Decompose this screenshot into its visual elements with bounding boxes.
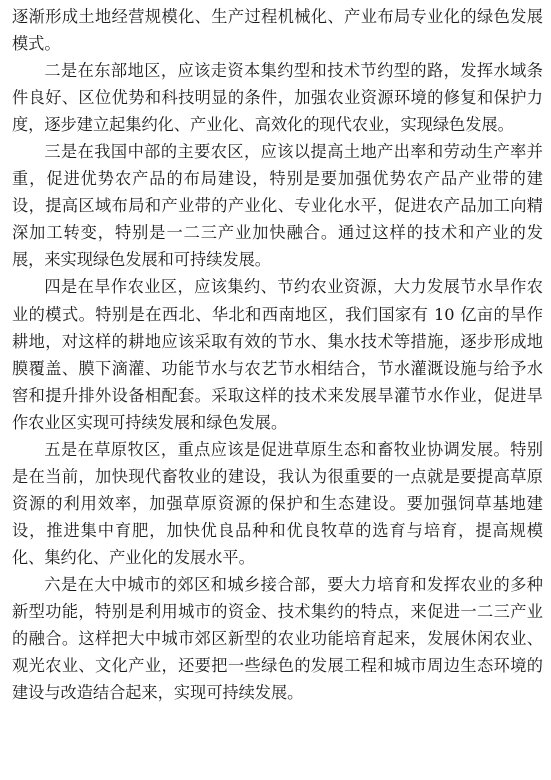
paragraph-eastern-region: 二是在东部地区，应该走资本集约型和技术节约型的路，发挥水域条件良好、区位优势和科技明显的条件，加强农业资源环境的修复和保护力度，逐步建立起集约化、产业化、高效化的现代农业，实现绿色发展。 [12,61,543,135]
paragraph-dryland-farming: 四是在旱作农业区，应该集约、节约农业资源，大力发展节水旱作农业的模式。特别是在西北、华北和西南地区，我们国家有 10 亿亩的旱作耕地，对这样的耕地应该采取有效的节水、集水技术等措施，逐步形成地膜覆盖、膜下滴灌、功能节水与农艺节水相结合，节水灌溉设施与给予水窖和提升排外设备相配套。采取这样的技术来发展旱灌节水作业，促进旱作农业区实现可持续发展和绿色发展。 [12,277,543,432]
paragraph-urban-suburbs: 六是在大中城市的郊区和城乡接合部，要大力培育和发挥农业的多种新型功能，特别是利用城市的资金、技术集约的特点，来促进一二三产业的融合。这样把大中城市郊区新型的农业功能培育起来，发展休闲农业、观光农业、文化产业，还要把一些绿色的发展工程和城市周边生态环境的建设与改造结合起来，实现可持续发展。 [12,574,543,703]
paragraph-continuation: 逐渐形成土地经营规模化、生产过程机械化、产业布局专业化的绿色发展模式。 [12,7,543,54]
paragraph-grassland-pastoral: 五是在草原牧区，重点应该是促进草原生态和畜牧业协调发展。特别是在当前，加快现代畜牧业的建设，我认为很重要的一点就是要提高草原资源的利用效率，加强草原资源的保护和生态建设。要加强饲草基地建设，推进集中育肥，加快优良品种和优良牧草的选育与培育，提高规模化、集约化、产业化的发展水平。 [12,439,543,567]
paragraph-central-region: 三是在我国中部的主要农区，应该以提高土地产出率和劳动生产率并重，促进优势农产品的布局建设，特别是要加强优势农产品产业带的建设，提高区域布局和产业带的产业化、专业化水平，促进农产品加工向精深加工转变，特别是一二三产业加快融合。通过这样的技术和产业的发展，来实现绿色发展和可持续发展。 [12,142,543,270]
